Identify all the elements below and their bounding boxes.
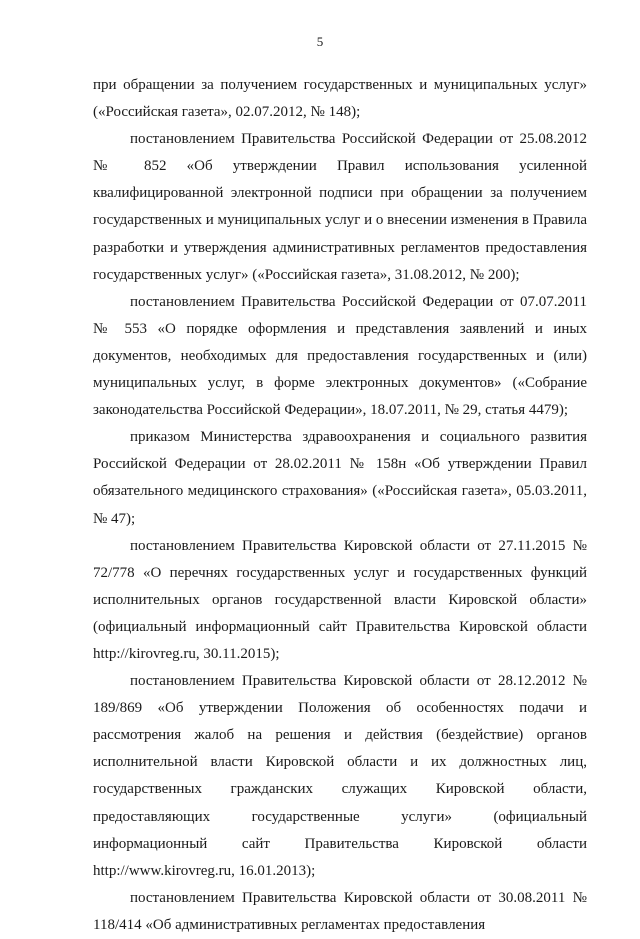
document-body bbox=[93, 72, 587, 939]
paragraph-4: приказом Министерства здравоохранения и социального развития Российской Федерации от 28.02.2011 № 158н «Об утверждении Правил обязательного медицинского страхования» («Российская газета», 05.03.2011, № 47); bbox=[93, 429, 587, 527]
paragraph-6: постановлением Правительства Кировской области от 28.12.2012 № 189/869 «Об утверждении Положения об особенностях подачи и рассмотрения жалоб на решения и действия (бездействие) органов исполнительной власти Кировской области и их должностных лиц, государственных гражданских служащих Кировской области, предоставляющих государственные услуги» (официальный информационный сайт Правительства Кировской области http://www.kirovreg.ru, 16.01.2013); bbox=[93, 673, 587, 879]
paragraph-2: постановлением Правительства Российской Федерации от 25.08.2012 № 852 «Об утверждении Правил использования усиленной квалифицированной электронной подписи при обращении за получением государственных и муниципальных услуг и о внесении изменения в Правила разработки и утверждения административных регламентов предоставления государственных услуг» («Российская газета», 31.08.2012, № 200); bbox=[93, 131, 587, 283]
paragraph-5: постановлением Правительства Кировской области от 27.11.2015 № 72/778 «О перечнях государственных услуг и государственных функций исполнительных органов государственной власти Кировской области» (официальный информационный сайт Правительства Кировской области http://kirovreg.ru, 30.11.2015); bbox=[93, 537, 587, 662]
page-number: 5 bbox=[316, 34, 324, 49]
paragraph-1: при обращении за получением государственных и муниципальных услуг» («Российская газета», 02.07.2012, № 148); bbox=[93, 77, 587, 121]
paragraph-3: постановлением Правительства Российской Федерации от 07.07.2011 № 553 «О порядке оформления и представления заявлений и иных документов, необходимых для предоставления государственных и (или) муниципальных услуг, в форме электронных документов» («Собрание законодательства Российской Федерации», 18.07.2011, № 29, статья 4479); bbox=[93, 293, 587, 419]
paragraph-7: постановлением Правительства Кировской области от 30.08.2011 № 118/414 «Об административных регламентах предоставления bbox=[93, 889, 587, 933]
